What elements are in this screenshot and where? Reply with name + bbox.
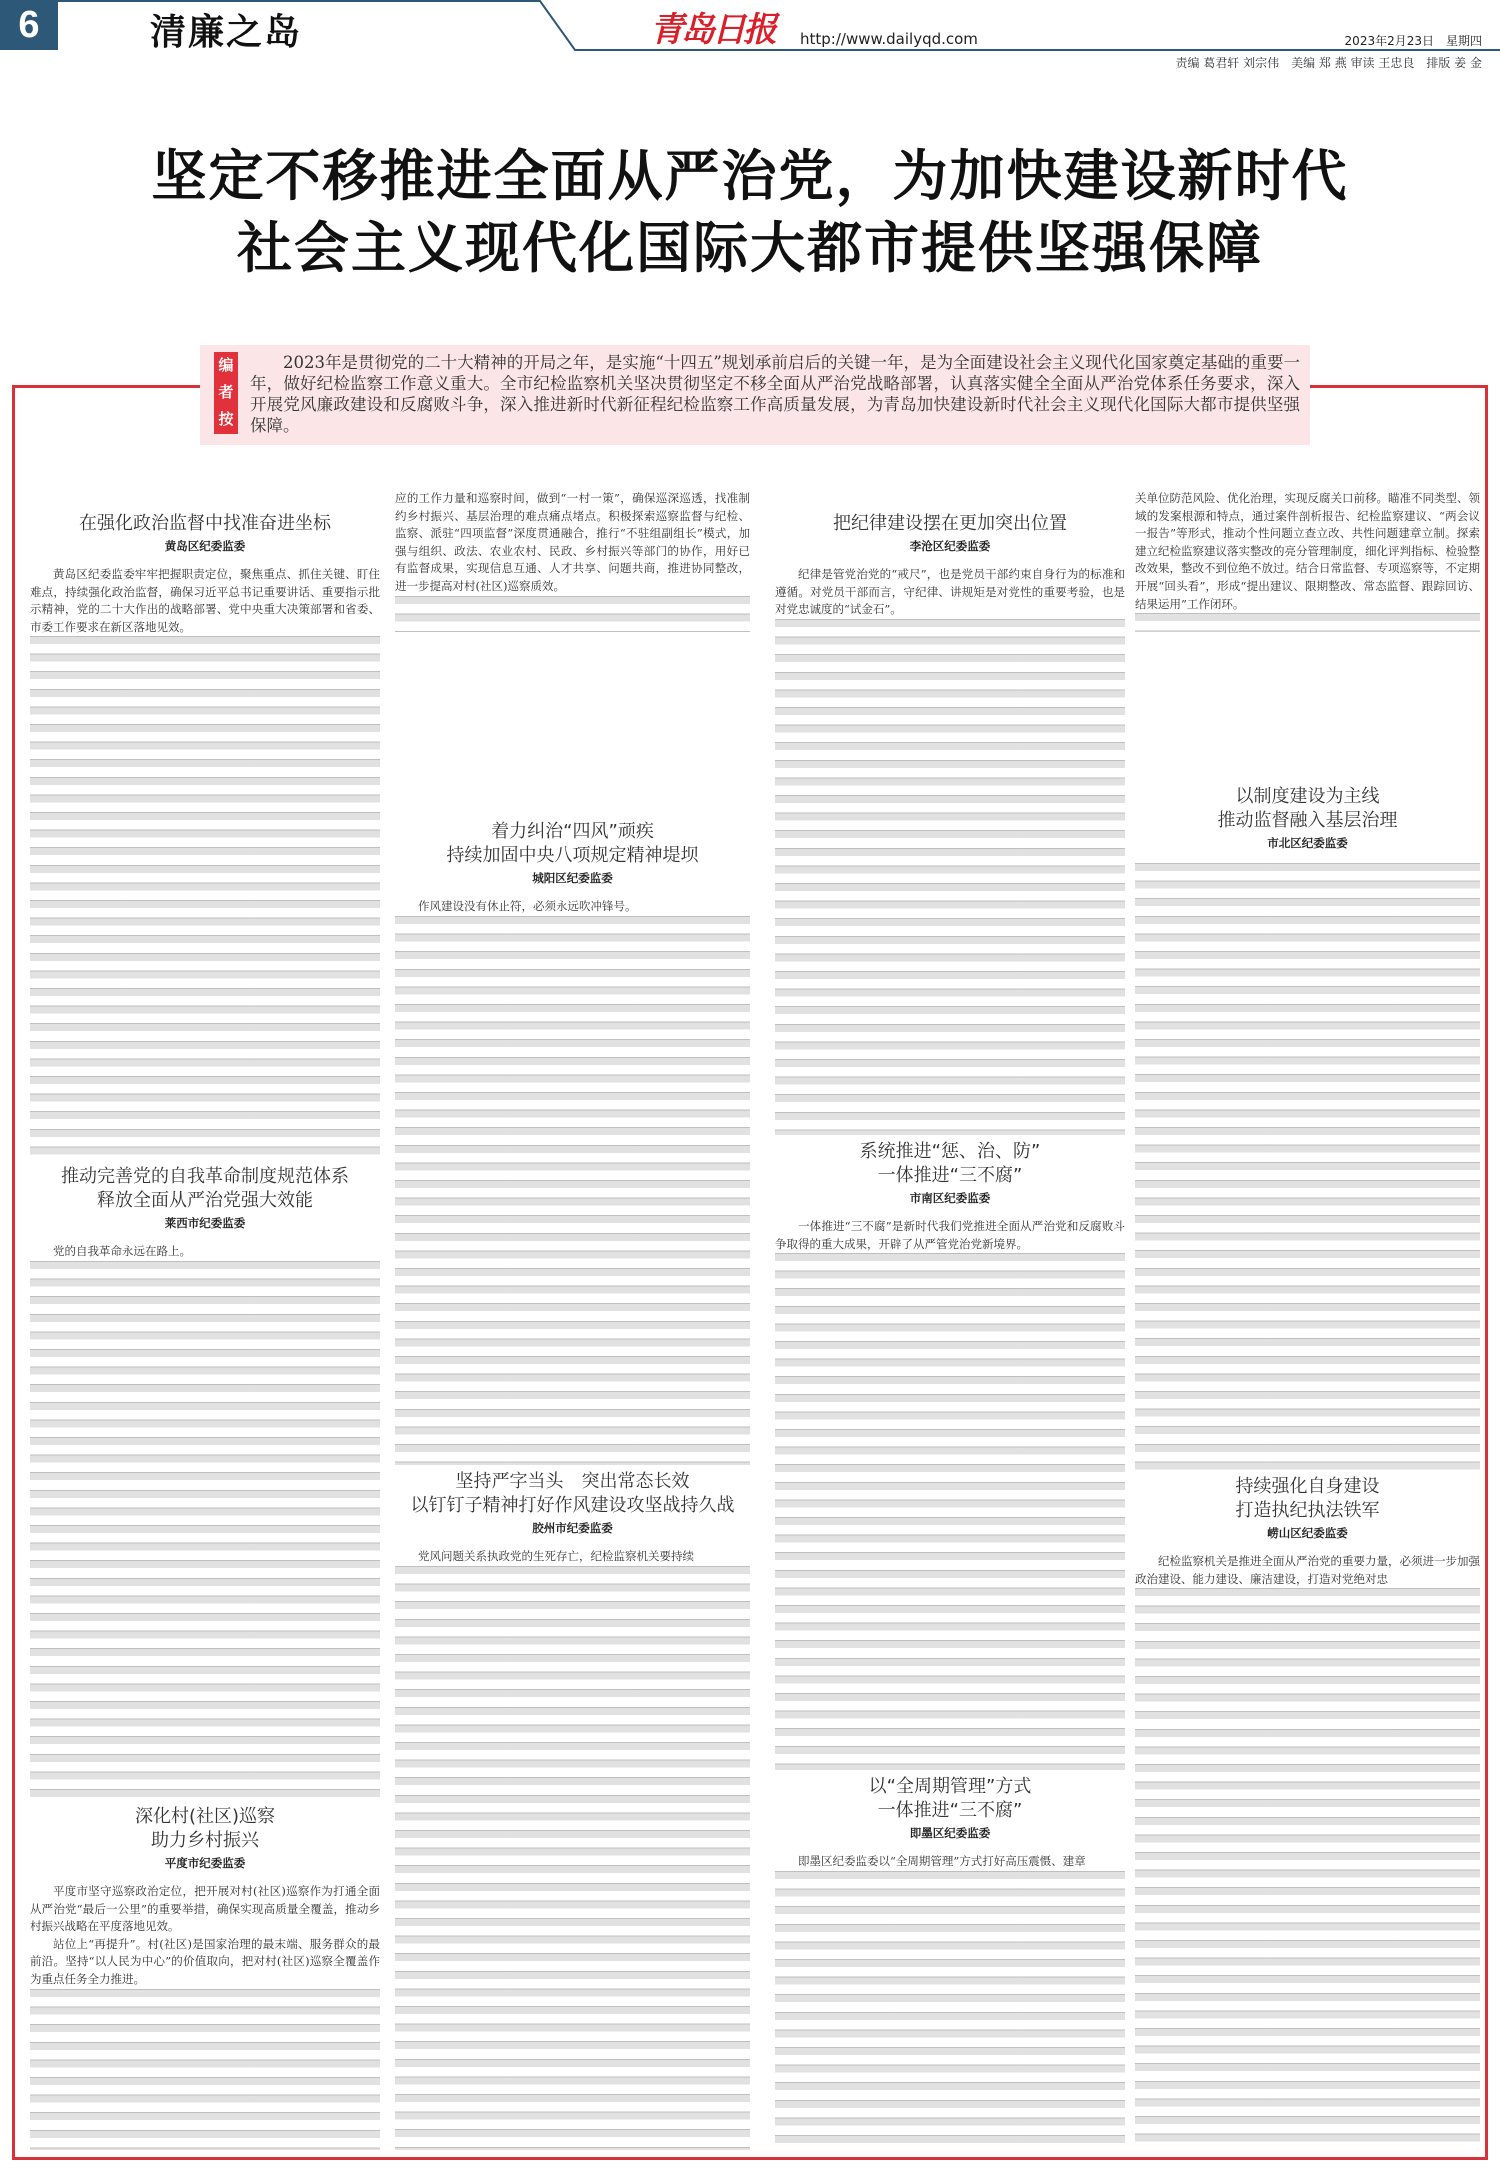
article-author: 黄岛区纪委监委 [164, 539, 246, 553]
article-author: 崂山区纪委监委 [1267, 1526, 1348, 1540]
body-text-lines [395, 1566, 750, 2150]
article-author: 即墨区纪委监委 [909, 1826, 991, 1840]
headline-line2: 社会主义现代化国际大都市提供坚强保障 [236, 215, 1263, 280]
article-title: 一体推进“三不腐” [877, 1165, 1023, 1186]
article-author: 平度市纪委监委 [164, 1856, 246, 1870]
article-paragraph: 纪律是管党治党的“戒尺”，也是党员干部约束自身行为的标准和遵循。对党员干部而言，守纪律、讲规矩是对党性的重要考验，也是对党忠诚度的“试金石”。 [775, 567, 1125, 617]
article-author: 城阳区纪委监委 [532, 871, 613, 885]
body-text-lines [775, 619, 1125, 1135]
article-title: 深化村(社区)巡察 [134, 1806, 276, 1827]
article-title: 推动完善党的自我革命制度规范体系 [61, 1166, 349, 1187]
article-title: 持续加固中央八项规定精神堤坝 [446, 845, 699, 866]
article-paragraph: 关单位防范风险、优化治理，实现反腐关口前移。瞄准不同类型、领域的发案根源和特点，通过案件剖析报告、纪检监察建议、“两会议一报告”等形式，推动个性问题立查立改、共性问题建章立制。探索建立纪检监察建议落实整改的亮分管理制度，细化评判指标、检验整改效果，整改不到位绝不放过。结合日常监督、专项巡察等，不定期开展“回头看”，形成“提出建议、限期整改、常态监督、跟踪回访、结果运用”工作闭环。 [1135, 491, 1480, 611]
article-author: 莱西市纪委监委 [164, 1216, 246, 1230]
editor-note-text: 2023年是贯彻党的二十大精神的开局之年，是实施“十四五”规划承前启后的关键一年，是为全面建设社会主义现代化国家奠定基础的重要一年，做好纪检监察工作意义重大。全市纪检监察机关坚决贯彻坚定不移全面从严治党战略部署，认真落实健全全面从严治党体系任务要求，深入开展党风廉政建设和反腐败斗争，深入推进新时代新征程纪检监察工作高质量发展，为青岛加快建设新时代社会主义现代化国际大都市提供坚强保障。 [250, 353, 1300, 435]
article-title: 着力纠治“四风”顽疾 [491, 821, 654, 842]
body-text-lines [1135, 863, 1480, 1470]
body-text-lines [1135, 613, 1480, 632]
body-text-lines [30, 636, 380, 1160]
article-paragraph: 纪检监察机关是推进全面从严治党的重要力量，必须进一步加强政治建设、能力建设、廉洁建设，打造对党绝对忠 [1135, 1554, 1480, 1586]
body-text-lines [395, 596, 750, 632]
body-text-lines [1135, 1588, 1480, 2150]
article [1135, 785, 1480, 1470]
article-title: 助力乡村振兴 [151, 1830, 259, 1851]
article-paragraph: 平度市坚守巡察政治定位，把开展对村(社区)巡察作为打通全面从严治党“最后一公里”的重要举措，确保实现高质量全覆盖，推动乡村振兴战略在平度落地见效。 [30, 1884, 380, 1934]
article-title: 把纪律建设摆在更加突出位置 [833, 513, 1067, 534]
article [775, 1775, 1125, 2150]
article-paragraph: 黄岛区纪委监委牢牢把握职责定位，聚焦重点、抓住关键、盯住难点，持续强化政治监督，确保习近平总书记重要讲话、重要指示批示精神，党的二十大作出的战略部署、党中央重大决策部署和省委、市委工作要求在新区落地见效。 [30, 567, 380, 634]
article-paragraph: 一体推进“三不腐”是新时代我们党推进全面从严治党和反腐败斗争取得的重大成果，开辟了从严管党治党新境界。 [775, 1219, 1125, 1251]
article-paragraph: 党的自我革命永远在路上。 [53, 1244, 191, 1258]
article-title: 一体推进“三不腐” [877, 1800, 1023, 1821]
article-paragraph: 应的工作力量和巡察时间，做到“一村一策”，确保巡深巡透，找准制约乡村振兴、基层治理的难点痛点堵点。积极探索巡察监督与纪检、监察、派驻“四项监督”深度贯通融合，推行“不驻组副组长”模式，加强与组织、政法、农业农村、民政、乡村振兴等部门的协作，用好已有监督成果，实现信息互通、人才共享、问题共商，推进协同整改，进一步提高对村(社区)巡察质效。 [395, 491, 750, 593]
issue-date: 2023年2月23日 星期四 [1344, 34, 1482, 48]
article-author: 胶州市纪委监委 [532, 1521, 613, 1535]
article-author: 市南区纪委监委 [909, 1191, 991, 1205]
article [1135, 1475, 1480, 2150]
newspaper-logo: 青岛日报 [650, 10, 774, 50]
headline-line1: 坚定不移推进全面从严治党，为加快建设新时代 [151, 143, 1349, 208]
body-text-lines [775, 1253, 1125, 1770]
body-text-lines [30, 1989, 380, 2150]
article-title: 系统推进“惩、治、防” [859, 1141, 1041, 1162]
article-title: 推动监督融入基层治理 [1217, 810, 1398, 831]
article-author: 李沧区纪委监委 [909, 539, 991, 553]
article [395, 1470, 750, 2150]
editor-note-tag: 编者按 [214, 352, 238, 434]
article [1135, 490, 1480, 632]
body-text-lines [395, 916, 750, 1465]
article-title: 打造执纪执法铁军 [1235, 1500, 1380, 1521]
article [30, 1165, 380, 1800]
article [30, 1805, 380, 2150]
article-paragraph: 站位上“再提升”。村(社区)是国家治理的最末端、服务群众的最前沿。坚持“以人民为中心”的价值取向，把对村(社区)巡察全覆盖作为重点任务全力推进。 [30, 1936, 380, 1986]
page-number: 6 [0, 0, 58, 50]
article-paragraph: 党风问题关系执政党的生死存亡，纪检监察机关要持续 [418, 1549, 694, 1563]
editors-credit: 责编 葛君轩 刘宗伟 美编 郑 燕 审读 王忠良 排版 姜 金 [1175, 56, 1482, 70]
article-paragraph: 即墨区纪委监委以“全周期管理”方式打好高压震慑、建章 [798, 1854, 1086, 1868]
article-title: 坚持严字当头 突出常态长效 [455, 1471, 690, 1492]
article-title: 在强化政治监督中找准奋进坐标 [79, 513, 331, 534]
article-paragraph: 作风建设没有休止符，必须永远吹冲锋号。 [418, 899, 637, 913]
article-title: 持续强化自身建设 [1235, 1476, 1380, 1497]
main-headline [0, 140, 1500, 284]
section-title: 清廉之岛 [150, 11, 303, 53]
article-title: 以钉钉子精神打好作风建设攻坚战持久战 [410, 1495, 735, 1516]
site-url[interactable]: http://www.dailyqd.com [800, 30, 978, 48]
article [30, 512, 380, 1160]
body-text-lines [775, 1871, 1125, 2150]
article-title: 释放全面从严治党强大效能 [97, 1190, 313, 1211]
article-title: 以“全周期管理”方式 [868, 1776, 1032, 1797]
body-text-lines [30, 1261, 380, 1800]
article-title: 以制度建设为主线 [1235, 786, 1380, 807]
article [395, 490, 750, 632]
article [775, 512, 1125, 1135]
article-author: 市北区纪委监委 [1267, 836, 1348, 850]
article [775, 1140, 1125, 1770]
article [395, 820, 750, 1465]
